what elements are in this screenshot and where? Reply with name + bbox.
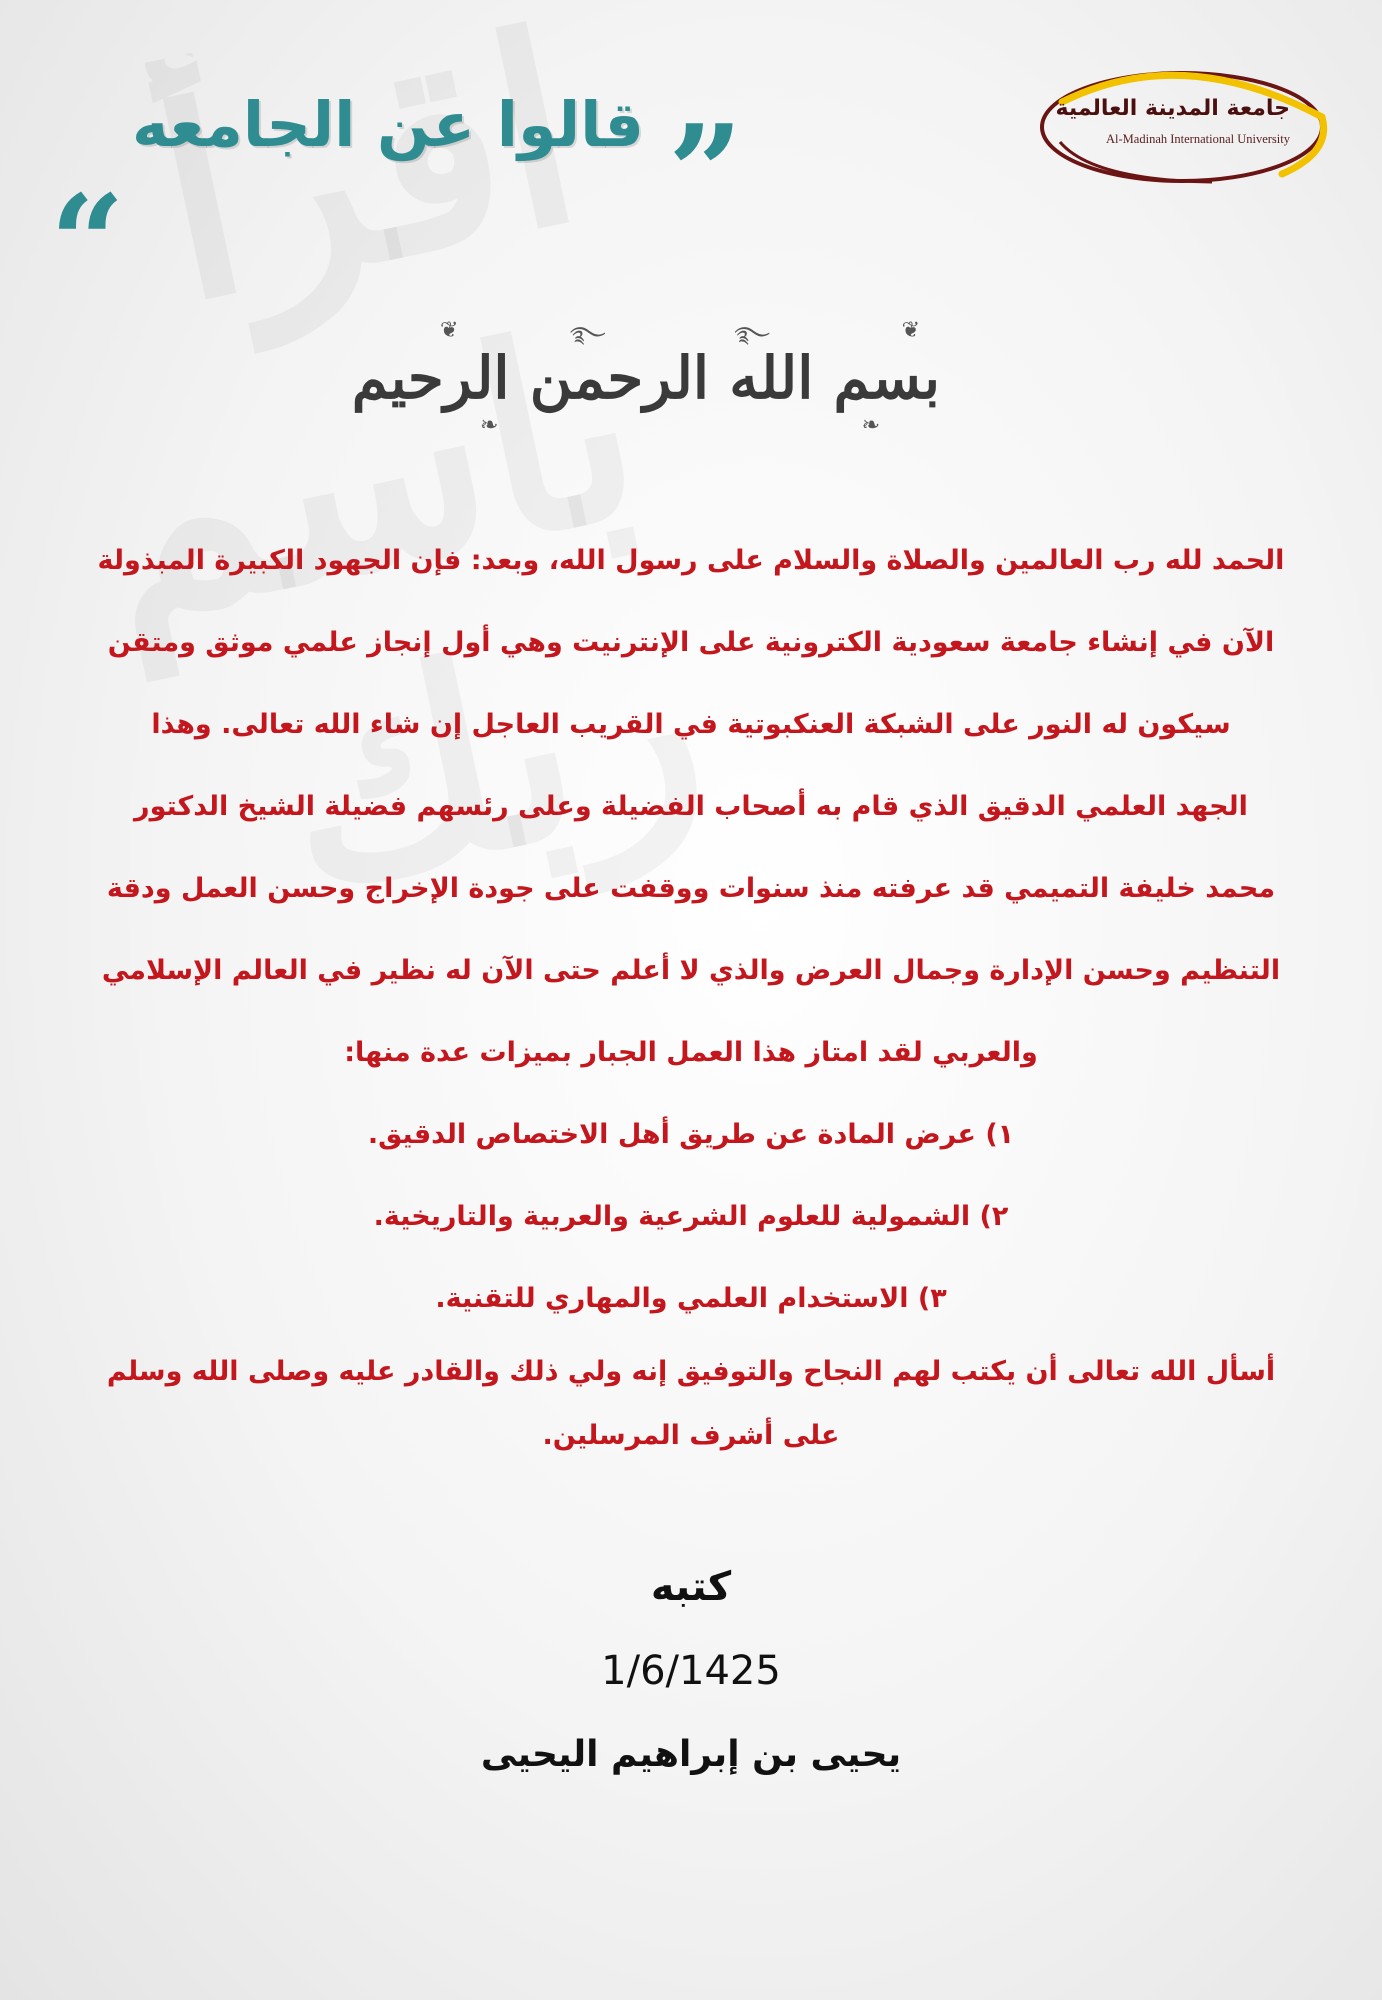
basmala-text: بسم الله الرحمن الرحيم <box>351 344 940 412</box>
body-line: والعربي لقد امتاز هذا العمل الجبار بميزات عدة منها: <box>344 1037 1038 1068</box>
ornament-icon: ❧ <box>861 413 880 438</box>
signature-label: كتبه <box>650 1564 732 1610</box>
body-line: على أشرف المرسلين. <box>542 1420 840 1451</box>
closing-quote-mark: ” <box>668 96 743 249</box>
signature-date: 1/6/1425 <box>601 1648 781 1694</box>
opening-quote-mark: “ <box>50 166 125 319</box>
basmala <box>351 318 940 438</box>
list-item: ٢) الشمولية للعلوم الشرعية والعربية والتاريخية. <box>373 1201 1009 1232</box>
list-item: ١) عرض المادة عن طريق أهل الاختصاص الدقيق. <box>367 1119 1015 1150</box>
ornament-icon: ࿐ <box>570 323 606 348</box>
ornament-icon: ❧ <box>480 413 499 438</box>
ornament-icon: ࿐ <box>734 323 770 348</box>
signature-name: يحيى بن إبراهيم اليحيى <box>480 1734 902 1775</box>
body-line: أسأل الله تعالى أن يكتب لهم النجاح والتوفيق إنه ولي ذلك والقادر عليه وصلى الله وسلم <box>106 1356 1276 1387</box>
ornament-icon: ❦ <box>901 318 920 343</box>
body-line: محمد خليفة التميمي قد عرفته منذ سنوات ووقفت على جودة الإخراج وحسن العمل ودقة <box>106 873 1276 904</box>
body-line: الجهد العلمي الدقيق الذي قام به أصحاب الفضيلة وعلى رئسهم فضيلة الشيخ الدكتور <box>134 791 1248 822</box>
body-line: الحمد لله رب العالمين والصلاة والسلام على رسول الله، وبعد: فإن الجهود الكبيرة المبذولة <box>97 545 1285 576</box>
signature-block <box>0 1545 1382 1797</box>
logo-english-name: Al-Madinah International University <box>1106 132 1290 146</box>
list-item: ٣) الاستخدام العلمي والمهاري للتقنية. <box>435 1283 947 1314</box>
body-line: التنظيم وحسن الإدارة وجمال العرض والذي لا أعلم حتى الآن له نظير في العالم الإسلامي <box>101 955 1281 986</box>
logo-arabic-name: جامعة المدينة العالمية <box>1055 96 1290 121</box>
page-header <box>0 78 1382 319</box>
body-line: سيكون له النور على الشبكة العنكبوتية في القريب العاجل إن شاء الله تعالى. وهذا <box>151 709 1231 740</box>
body-line: الآن في إنشاء جامعة سعودية الكترونية على الإنترنيت وهي أول إنجاز علمي موثق ومتقن <box>107 627 1275 658</box>
ornament-icon: ❦ <box>440 318 459 343</box>
letter-body <box>50 520 1332 1468</box>
page-title: قالوا عن الجامعه <box>131 88 645 161</box>
